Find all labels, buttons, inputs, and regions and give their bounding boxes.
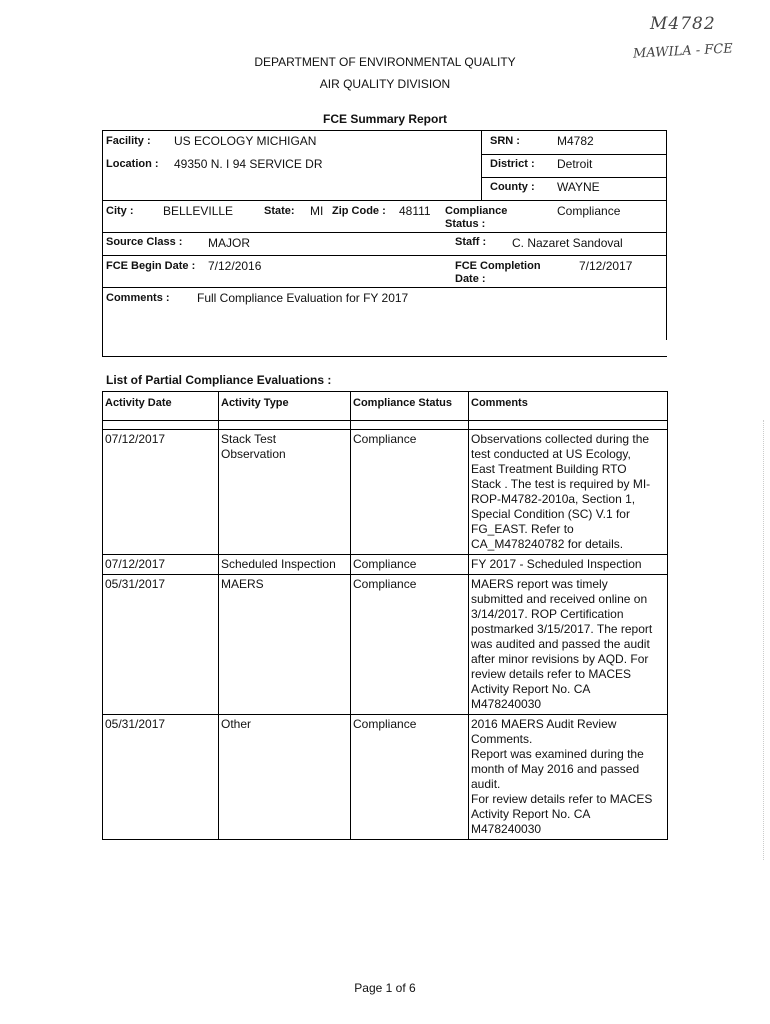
fce-completion-label-2: Date : (455, 273, 486, 285)
cell-comments: Observations collected during the test conducted at US Ecology, East Treatment Building RTO Stack . The test is required by MI- ROP-M4782-2010a, Section 1, Special Condition (SC) V.1 for FG_EAST. Refer to CA_M478240782 for details. (469, 430, 668, 555)
col-activity-date: Activity Date (103, 392, 219, 421)
cell-type: MAERS (219, 575, 351, 715)
pce-table (102, 391, 668, 840)
compliance-status-label-2: Status : (445, 218, 486, 230)
department-title: DEPARTMENT OF ENVIRONMENTAL QUALITY (254, 55, 516, 69)
cell-comments: MAERS report was timely submitted and received online on 3/14/2017. ROP Certification postmarked 3/15/2017. The report was audited and passed the audit after minor revisions by AQD. For review details refer to MACES Activity Report No. CA M478240030 (469, 575, 668, 715)
scan-margin (763, 420, 770, 860)
report-title: FCE Summary Report (322, 112, 448, 126)
fce-begin-label: FCE Begin Date : (106, 260, 196, 272)
page-number: Page 1 of 6 (354, 981, 416, 995)
cell-status: Compliance (351, 555, 469, 575)
source-class-value: MAJOR (208, 236, 250, 250)
staff-value: C. Nazaret Sandoval (512, 236, 623, 250)
source-class-label: Source Class : (106, 236, 183, 248)
compliance-status-value: Compliance (557, 204, 621, 218)
cell-status: Compliance (351, 715, 469, 840)
cell-type: Scheduled Inspection (219, 555, 351, 575)
facility-value: US ECOLOGY MICHIGAN (174, 134, 317, 148)
zip-label: Zip Code : (332, 205, 386, 217)
cell-status: Compliance (351, 575, 469, 715)
col-comments: Comments (469, 392, 668, 421)
location-label: Location : (106, 158, 159, 170)
fce-completion-label: FCE Completion (455, 260, 541, 272)
cell-comments: FY 2017 - Scheduled Inspection (469, 555, 668, 575)
comments-label: Comments : (106, 292, 170, 304)
district-label: District : (490, 158, 535, 170)
location-value: 49350 N. I 94 SERVICE DR (174, 157, 323, 171)
pce-header-row (103, 392, 668, 421)
cell-date: 07/12/2017 (103, 555, 219, 575)
cell-comments: 2016 MAERS Audit Review Comments. Report was examined during the month of May 2016 and passed audit. For review details refer to MACES Activity Report No. CA M478240030 (469, 715, 668, 840)
zip-value: 48111 (399, 204, 431, 218)
division-title: AIR QUALITY DIVISION (319, 77, 451, 91)
cell-type: Stack Test Observation (219, 430, 351, 555)
fce-completion-value: 7/12/2017 (579, 259, 633, 273)
srn-value: M4782 (557, 134, 594, 148)
table-row (103, 555, 668, 575)
cell-date: 05/31/2017 (103, 575, 219, 715)
table-row (103, 430, 668, 555)
col-compliance-status: Compliance Status (351, 392, 469, 421)
city-value: BELLEVILLE (163, 204, 234, 218)
district-value: Detroit (557, 157, 593, 171)
table-row (103, 575, 668, 715)
county-value: WAYNE (557, 180, 600, 194)
compliance-status-label: Compliance (445, 205, 508, 217)
staff-label: Staff : (455, 236, 487, 248)
fce-begin-value: 7/12/2016 (208, 259, 262, 273)
cell-type: Other (219, 715, 351, 840)
handwritten-note: MAWILA - FCE (632, 41, 734, 62)
handwritten-srn: M4782 (650, 14, 716, 34)
facility-label: Facility : (106, 135, 151, 147)
county-label: County : (490, 181, 535, 193)
comments-value: Full Compliance Evaluation for FY 2017 (197, 291, 409, 305)
cell-date: 05/31/2017 (103, 715, 219, 840)
state-label: State: (264, 205, 295, 217)
pce-title: List of Partial Compliance Evaluations : (106, 373, 332, 387)
table-row (103, 715, 668, 840)
col-activity-type: Activity Type (219, 392, 351, 421)
city-label: City : (106, 205, 134, 217)
state-value: MI (310, 204, 324, 218)
cell-date: 07/12/2017 (103, 430, 219, 555)
srn-label: SRN : (490, 135, 520, 147)
cell-status: Compliance (351, 430, 469, 555)
